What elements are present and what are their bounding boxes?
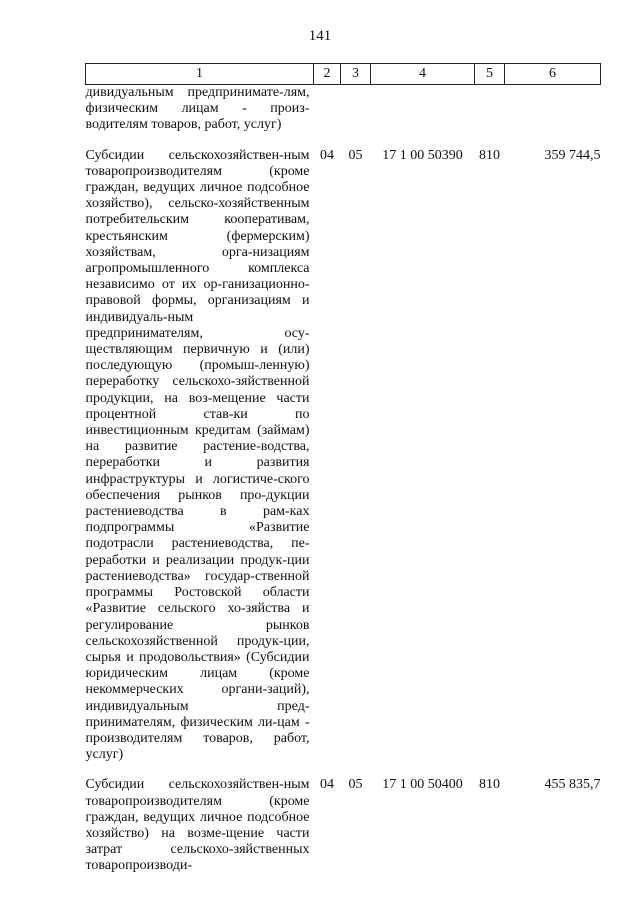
header-col-1: 1 xyxy=(86,64,314,85)
header-col-4: 4 xyxy=(371,64,475,85)
header-col-2: 2 xyxy=(314,64,341,85)
header-col-6: 6 xyxy=(505,64,601,85)
table-row xyxy=(86,148,601,764)
row-spacer xyxy=(86,763,601,777)
row-expense-type xyxy=(475,85,505,134)
row-amount: 359 744,5 xyxy=(544,147,601,163)
budget-table xyxy=(85,63,601,875)
row-section: 04 xyxy=(320,777,334,793)
row-amount xyxy=(505,85,601,134)
row-target-article xyxy=(371,85,475,134)
row-amount: 455 835,7 xyxy=(544,777,601,793)
row-subsection xyxy=(341,85,371,134)
row-section xyxy=(314,85,341,134)
row-description: дивидуальным предпринимате-лям, физическим лицам - произ-водителям товаров, работ, услуг) xyxy=(85,85,310,133)
row-description: Субсидии сельскохозяйствен-ным товаропроизводителям (кроме граждан, ведущих личное подсобное хозяйство), сельско-хозяйственным потребительским кооперативам, крестьянским (фермерским) хозяйствам, орга-низациям агропромышленного комплекса независимо от их ор-ганизационно-правовой формы, организациям и индивидуаль-ным предпринимателям, осу-ществляющим первичную и (или) последующую (промыш-ленную) переработку сельскохо-зяйственной продукции, на воз-мещение части процентной став-ки по инвестиционным кредитам (займам) на развитие растение-водства, переработки и развития инфраструктуры и логистиче-ского обеспечения рынков про-дукции растениеводства в рам-ках подпрограммы «Развитие подотрасли растениеводства, пе-реработки и реализации продук-ции растениеводства» государ-ственной программы Ростовской области «Развитие сельского хо-зяйства и регулирование рынков сельскохозяйственной продук-ции, сырья и продовольствия» (Субсидии юридическим лицам (кроме некоммерческих органи-заций), индивидуальным пред-принимателям, физическим ли-цам - производителям товаров, работ, услуг) xyxy=(85,147,310,763)
header-col-3: 3 xyxy=(341,64,371,85)
row-subsection: 05 xyxy=(348,147,363,163)
row-target-article: 17 1 00 50400 xyxy=(382,777,463,793)
header-col-5: 5 xyxy=(475,64,505,85)
table-row xyxy=(86,777,601,874)
table-header-row xyxy=(86,64,601,85)
row-expense-type: 810 xyxy=(479,777,500,793)
row-section: 04 xyxy=(320,147,334,163)
row-expense-type: 810 xyxy=(479,147,500,163)
row-spacer xyxy=(86,134,601,148)
row-target-article: 17 1 00 50390 xyxy=(382,147,463,163)
row-subsection: 05 xyxy=(348,777,363,793)
table-row xyxy=(86,85,601,134)
row-description: Субсидии сельскохозяйствен-ным товаропроизводителям (кроме граждан, ведущих личное подсобное хозяйство) на возме-щение части затрат сельскохо-зяйственных товаропроизводи- xyxy=(85,777,310,874)
page-number: 141 xyxy=(308,28,332,44)
